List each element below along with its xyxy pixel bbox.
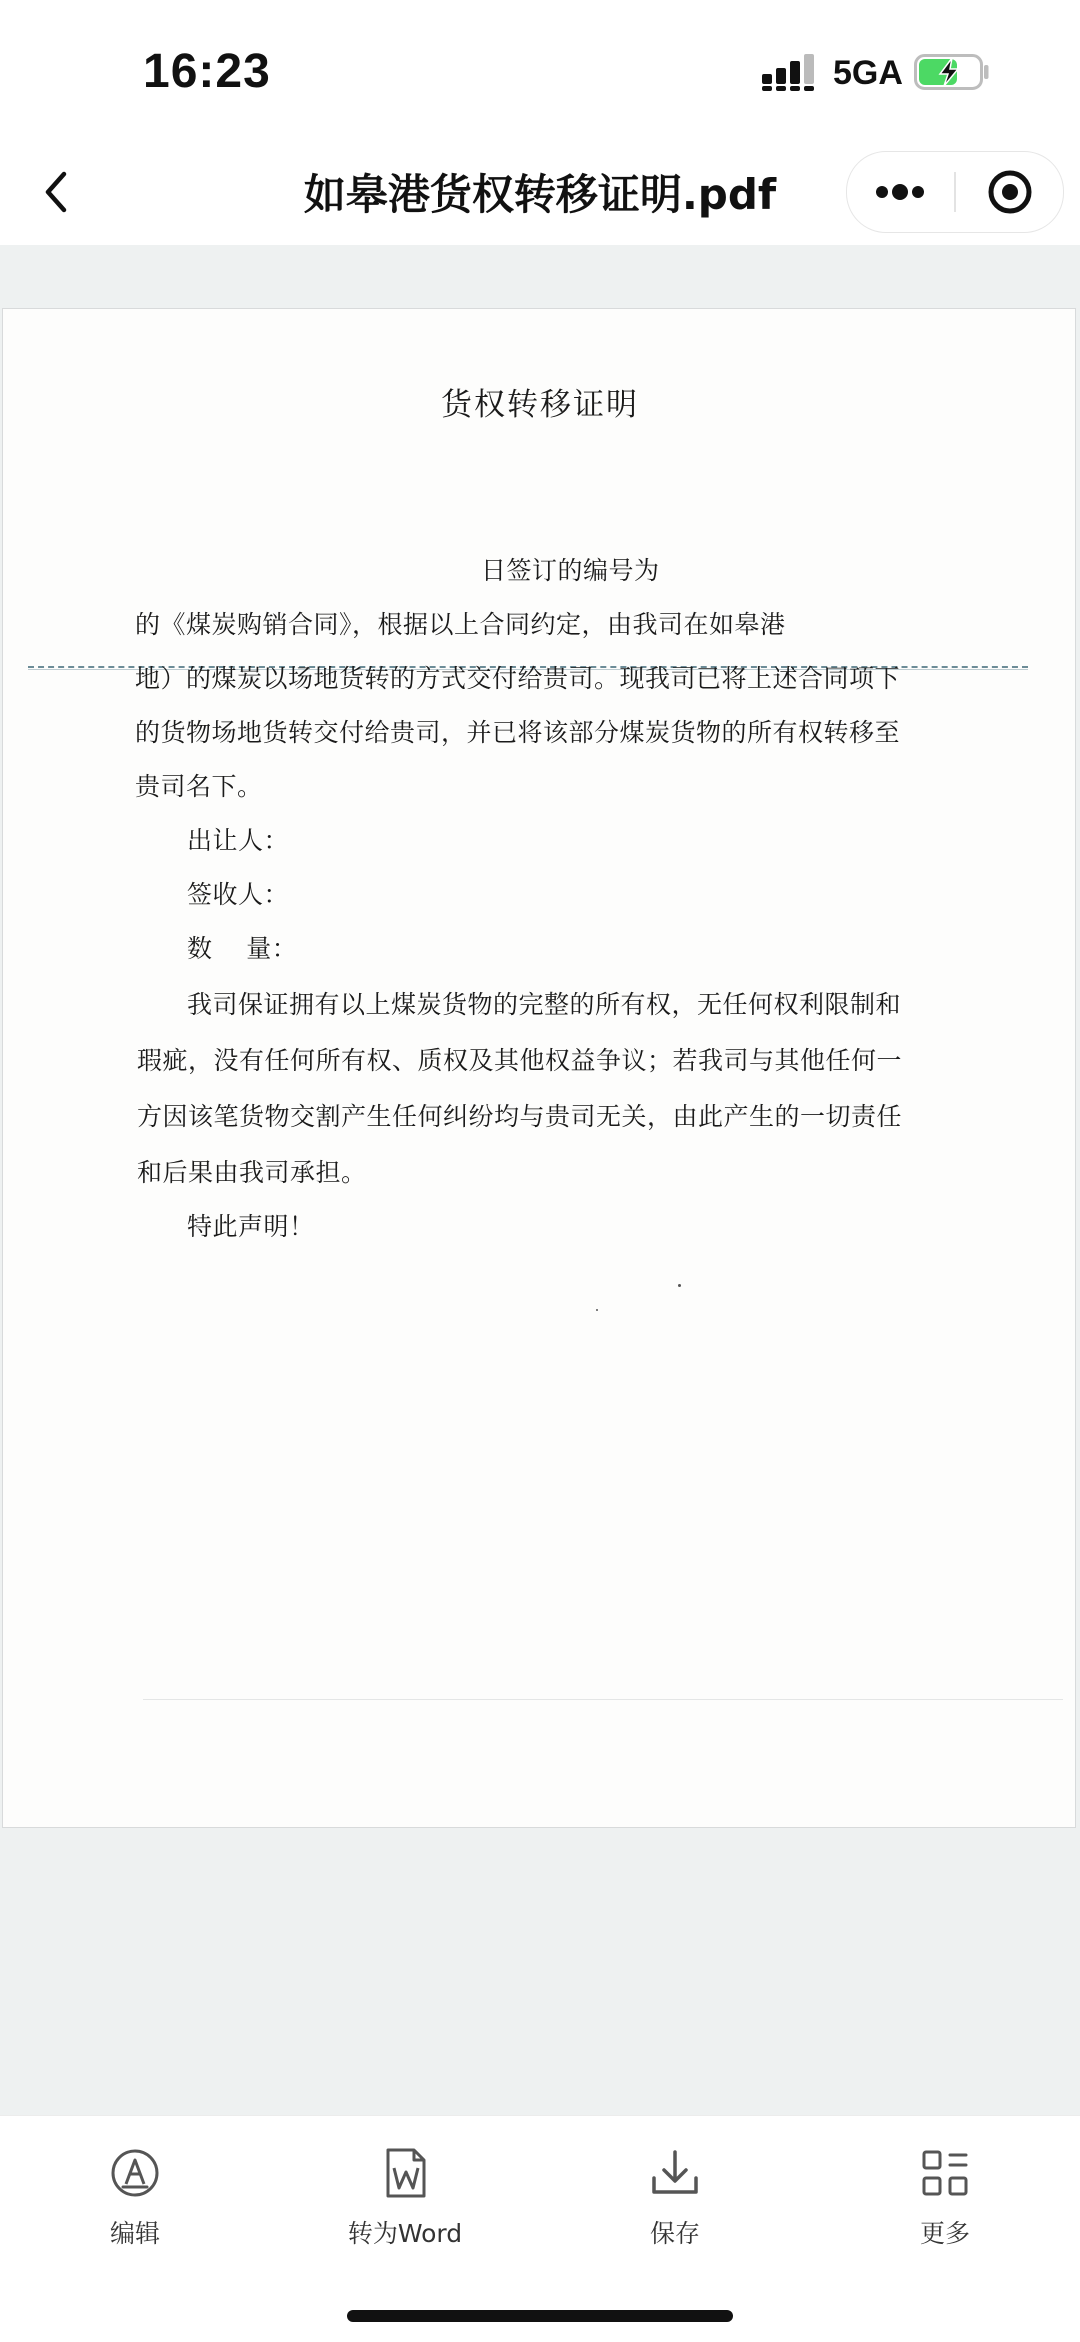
save-label: 保存	[649, 2219, 700, 2248]
word-file-icon	[378, 2146, 432, 2200]
edit-button[interactable]	[50, 2146, 220, 2266]
document-line: 特此声明！	[187, 1212, 315, 1241]
network-type: 5GA	[833, 54, 903, 92]
document-title: 货权转移证明	[441, 387, 639, 423]
page-fold-line	[143, 1699, 1063, 1700]
document-line: 贵司名下。	[135, 772, 263, 801]
document-line: 方因该笔货物交割产生任何纠纷均与贵司无关，由此产生的一切责任	[137, 1102, 903, 1131]
signal-icon	[762, 52, 818, 92]
convert-to-word-label: 转为Word	[347, 2219, 463, 2248]
document-line: 的《煤炭购销合同》，根据以上合同约定，由我司在如皋港	[135, 610, 786, 639]
navigation-bar	[0, 140, 1080, 245]
mini-program-capsule	[846, 151, 1064, 233]
scan-speck	[596, 1309, 598, 1311]
document-line: 我司保证拥有以上煤炭货物的完整的所有权，无任何权利限制和	[187, 990, 902, 1019]
convert-to-word-button[interactable]	[320, 2146, 490, 2266]
save-button[interactable]	[590, 2146, 760, 2266]
document-line: 出让人：	[187, 826, 290, 855]
document-line: 的货物场地货转交付给贵司，并已将该部分煤炭货物的所有权转移至	[135, 718, 901, 747]
chevron-left-icon[interactable]	[28, 162, 88, 222]
status-bar	[0, 0, 1080, 140]
more-dots-icon[interactable]	[847, 152, 953, 232]
edit-label: 编辑	[109, 2219, 160, 2248]
edit-pen-icon	[108, 2146, 162, 2200]
page-title: 如皋港货权转移证明.pdf	[303, 170, 777, 219]
battery-charging-icon	[914, 54, 990, 90]
more-label: 更多	[919, 2219, 970, 2248]
bottom-toolbar	[0, 2115, 1080, 2342]
document-line: 签收人：	[187, 880, 290, 909]
target-circle-icon[interactable]	[957, 152, 1063, 232]
home-indicator[interactable]	[347, 2310, 733, 2322]
document-line: 数 量：	[187, 934, 298, 963]
pdf-page	[2, 308, 1076, 1828]
document-line: 日签订的编号为	[481, 556, 660, 585]
document-line: 地）的煤炭以场地货转的方式交付给贵司。现我司已将上述合同项下	[135, 664, 901, 693]
scan-speck	[678, 1284, 681, 1287]
pdf-viewer[interactable]	[0, 245, 1080, 2115]
more-button[interactable]	[860, 2146, 1030, 2266]
document-line: 和后果由我司承担。	[137, 1158, 367, 1187]
document-line: 瑕疵，没有任何所有权、质权及其他权益争议；若我司与其他任何一	[137, 1046, 903, 1075]
capsule-divider	[954, 172, 956, 212]
download-icon	[648, 2146, 702, 2200]
grid-more-icon	[918, 2146, 972, 2200]
status-time: 16:23	[143, 45, 271, 98]
